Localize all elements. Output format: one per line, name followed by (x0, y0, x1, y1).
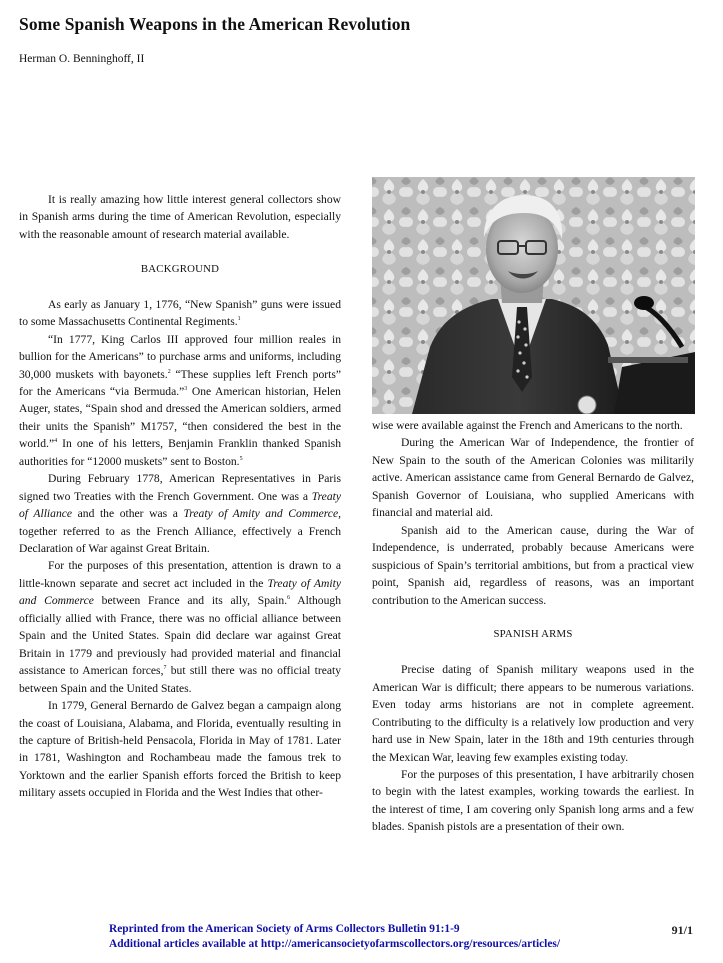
footnote-ref: 6 (287, 595, 291, 602)
article-author: Herman O. Benninghoff, II (19, 53, 145, 65)
articles-link[interactable]: Additional articles available at http://americansocietyofarmscollectors.org/resources/articles/ (109, 938, 560, 950)
footnote-ref: 2 (167, 368, 171, 375)
paragraph-spanish-aid: Spanish aid to the American cause, during the War of Independence, is underrated, probably because Americans were suspicious of Spain’s territorial ambitions, but from a practical view point, Spanish aid, regardless of reasons, was an important contribution to the American success. (372, 523, 694, 607)
reprint-footer (109, 922, 560, 952)
footnote-ref: 5 (239, 455, 243, 462)
paragraph-new-spanish-guns: As early as January 1, 1776, “New Spanish” guns were issued to some Massachusetts Continental Regiments.$^1$ (19, 297, 341, 329)
page-number: 91/1 (671, 923, 693, 937)
reprint-source: Reprinted from the American Society of Arms Collectors Bulletin 91:1-9 (109, 923, 460, 935)
paragraph-king-carlos: “In 1777, King Carlos III approved four million reales in bullion for the Americans” to purchase arms and uniforms, including 30,000 muskets with bayonets.$^2$ “These supplies left French ports” for the Americans “via Bermuda.”$^3$ One American historian, Helen Auger, states, “Spain shod and dressed the American soldiers, armed their units the Spanish” M1757, “then considered the best in the world.”$^4$ In one of his letters, Benjamin Franklin thanked Spanish authorities for “12000 muskets” sent to Boston.$^5$ (19, 332, 341, 468)
paragraph-galvez-campaign: In 1779, General Bernardo de Galvez began a campaign along the coast of Louisiana, Alabama, and Florida, eventually resulting in the capture of British-held Pensacola, Florida in May of 1781. Later in 1781, Washington and Rochambeau made the famous trek to Yorktown and the earlier Spanish efforts forced the British to keep military assets occupied in Florida and the West Indies that other- (19, 699, 341, 800)
paragraph-dating: Precise dating of Spanish military weapons used in the American War is difficult; there appears to be numerous variations. Even today arms historians are not in complete agreement. Contributing to the difficulty is a relatively low production and very hard use in New Spain, later in the 18th and 19th centuries through the Mexican War, leaving few examples existing today. (372, 663, 694, 764)
article-title: Some Spanish Weapons in the American Revolution (19, 14, 411, 34)
heading-background: BACKGROUND (140, 262, 220, 275)
speaker-photo (372, 177, 695, 414)
paragraph-continued: wise were available against the French and Americans to the north. (372, 419, 683, 432)
right-column (372, 417, 694, 836)
footnote-ref: 1 (237, 316, 241, 323)
left-column (19, 191, 341, 802)
paragraph-new-spain-frontier: During the American War of Independence, the frontier of New Spain to the south of the American Colonies was militarily active. American assistance came from General Bernardo de Galvez, Spanish Governor of Louisiana, who supplied Americans with financial and material aid. (372, 436, 694, 520)
paragraph-intro: It is really amazing how little interest general collectors show in Spanish arms during the time of American Revolution, especially with the reasonable amount of research material available. (19, 193, 341, 241)
paragraph-treaties: During February 1778, American Representatives in Paris signed two Treaties with the French Government. One was a Treaty of Alliance and the other was a Treaty of Amity and Commerce, together referred to as the French Alliance, effectively a French Declaration of War against Great Britain. (19, 472, 341, 556)
footnote-ref: 7 (163, 665, 167, 672)
footnote-ref: 3 (184, 385, 188, 392)
paragraph-presentation-scope: For the purposes of this presentation, I have arbitrarily chosen to begin with the latest examples, working towards the earliest. In the interest of time, I am covering only Spanish long arms and a few blades. Spanish pistols are a presentation of their own. (372, 768, 694, 834)
footnote-ref: 4 (54, 438, 58, 445)
heading-spanish-arms: SPANISH ARMS (493, 628, 573, 641)
paragraph-secret-act: For the purposes of this presentation, attention is drawn to a little-known separate and secret act included in the Treaty of Amity and Commerce between France and its ally, Spain.$^6$ Although officially allied with France, there was no official alliance between Spain and the United States. Spain did declare war against Great Britain in 1779 and previously had provided material and financial assistance to American forces,$^7$ but still there was no official treaty between Spain and the United States. (19, 559, 342, 695)
